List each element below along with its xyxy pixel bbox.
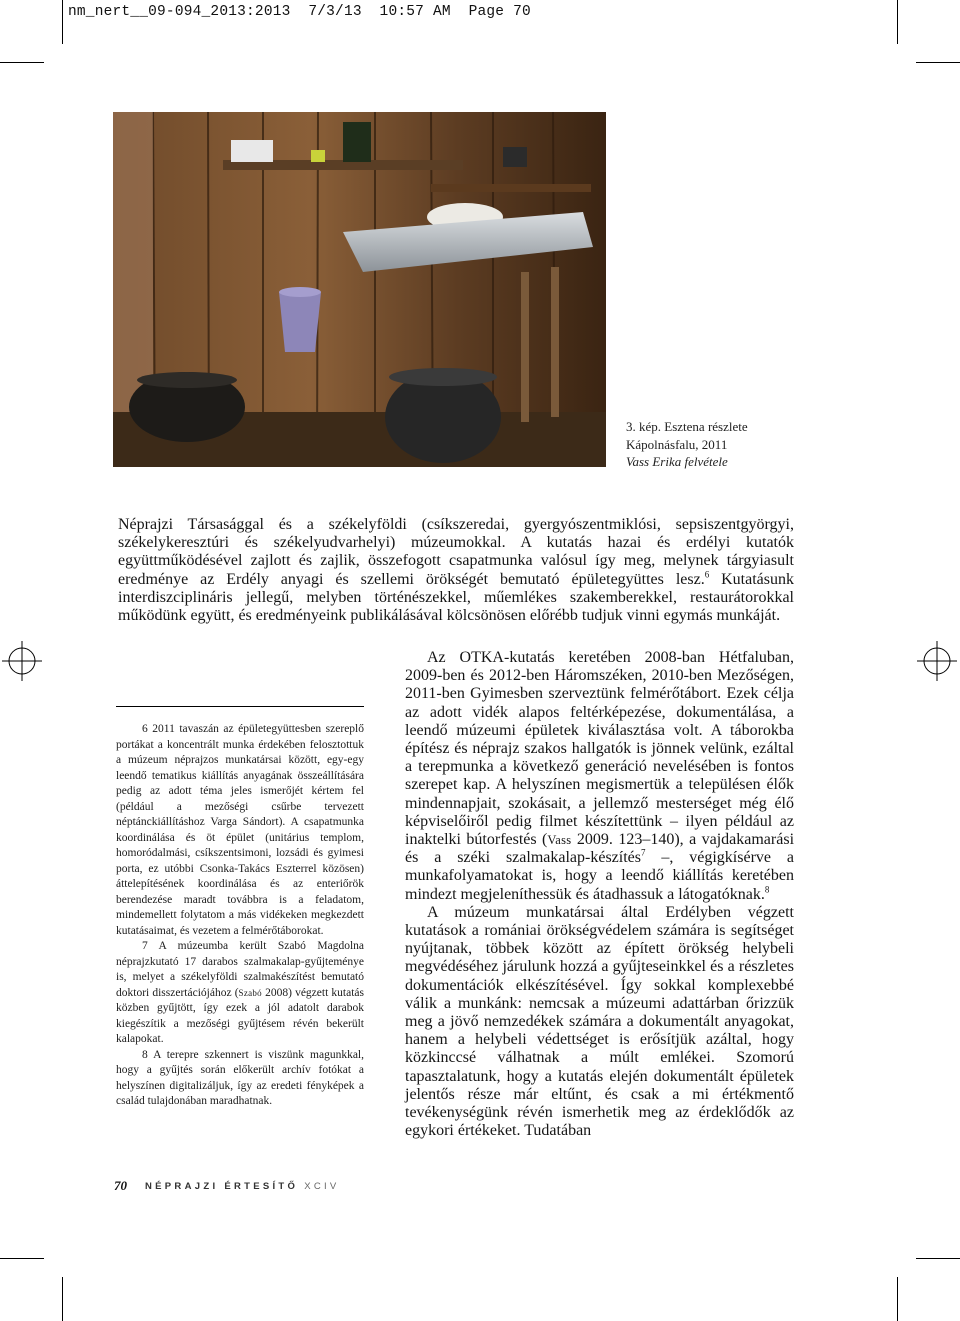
crop-mark xyxy=(897,1277,898,1321)
crop-mark xyxy=(0,1258,44,1259)
caption-title: 3. kép. Esztena részlete xyxy=(626,419,748,434)
intro-text-continued: Kutatásunk interdiszciplináris jellegű, melyben történészekkel, műemlékes szakemberekkel, restaurátorokkal működünk együtt, és eredményeink publikálásával kölcsönösen előrébb tudjuk vinni egymás munkáját. xyxy=(118,570,795,625)
intro-text: Néprajzi Társasággal és a székelyföldi (csíkszeredai, gyergyószentmiklósi, sepsiszentgyörgyi, székelykeresztúri és székelyudvarhelyi) múzeumokkal. A kutatás hazai és erdélyi kutatók együttműködésével zajlott és zajlik, összefogott csapatmunka valósul így meg, melynek tárgyiasult eredménye az Erdély anyagi és szellemi örökségét bemutató épületegyüttes lesz. xyxy=(118,516,794,588)
footnotes xyxy=(116,722,364,1110)
photo-caption xyxy=(626,418,748,471)
body-column-right xyxy=(405,649,794,1140)
crop-mark xyxy=(916,62,960,63)
caption-place: Kápolnásfalu, 2011 xyxy=(626,436,728,452)
body-paragraph-museum: A múzeum munkatársai által Erdélyben végzett kutatások a romániai örökségvédelem számára is segítséget nyújtanak, többek között az épített örökség helybeli megvédéséhez járulunk hozzá a gyűjteseinkkel és a részletes dokumentációk elkészítésével. Így sokkal komplexebbé válik a munkánk: nemcsak a múzeumi adattárban őrizzük meg a jövő nemzedékek számára a dokumentált anyagokat, hanem a helybeli védettséget is erősítjük azáltal, hogy közkinccsé válhatnak a múlt emlékei. Szomorú tapasztalatunk, hogy a kutatás elején dokumentált épületek jelentős része már eltűnt, és csak a mi értékmentő tevékenységünk révén ismerhetik meg az érdeklődők az egykori értékeket. Tudatában xyxy=(405,903,794,1140)
crop-mark xyxy=(897,0,898,44)
footnote-rule xyxy=(116,706,364,707)
crop-mark xyxy=(0,62,44,63)
otka-text: Az OTKA-kutatás keretében 2008-ban Hétfaluban, 2009-ben és 2012-ben Háromszéken, 2010-ben Mezőségen, 2011-ben Gyimesben szerveztünk felmérőtábort. Ezek célja az adott vidék alapos feltérképezése, dokumentálása, a leendő múzeumi épületek kiválasztása volt. A táborokba építész és néprajz szakos hallgatók is jönnek velünk, ezáltal a terepmunka a következő generáció nevelésében is fontos szerepet kap. A helyszínen megismertük a településen élők mindennapjait, szokásait, a jellemző mesterséget még élő képviselőiről pedig filmet készítettünk – ilyen például az inaktelki bútorfestés ( xyxy=(405,649,794,849)
registration-mark-icon xyxy=(2,641,42,681)
crop-mark xyxy=(62,0,63,44)
footnote-ref: 7 xyxy=(641,847,646,858)
page-number: 70 xyxy=(114,1178,127,1193)
running-head xyxy=(145,1181,340,1192)
otka-text-3: –, végigkísérve a munkafolyamatokat is, hogy a leendő kiállítás keretében mindezt megjeleníthessük és átadhassuk a látogatóknak. xyxy=(405,849,794,903)
footnote-ref: 6 xyxy=(704,569,710,580)
caption-credit: Vass Erika felvétele xyxy=(626,454,728,469)
photo-esztena-interior xyxy=(113,112,606,467)
journal-volume: XCIV xyxy=(304,1181,340,1192)
crop-mark xyxy=(62,1277,63,1321)
otka-text-2: 2009. 123–140), a vajdakamarási és a széki szalmakalap-készítés xyxy=(405,831,795,867)
footnote-7-text: 7 A múzeumba került Szabó Magdolna néprajzkutató 17 darabos szalmakalap-gyűjteménye is, melyet a székelyföldi szalmakészítést bemutató doktori disszertációjához ( xyxy=(116,940,364,999)
footnote-6: 6 2011 tavaszán az épületegyüttesben szereplő portákat a koncentrált munka érdekében felosztottuk a múzeum néprajzos munkatársai között, egy-egy leendő tematikus kiállítás anyagának összeállítására pedig az adott téma jeles ismerőjét kértem fel (például a mezőségi csűrbe tervezett néptánckiállításhoz Varga Sándort). A csapatmunka koordinálása és öt épület (unitárius templom, homoródalmási, csíkszentsimoni, lozsádi és gyimesi porta, ez utóbbi Csonka-Takács Eszterrel közösen) áttelepítésének koordinálása és az enteriőrök berendezése maradt továbbra is a feladatom, mindemellett folytatom a más vidékeken megkezdett kutatásaimat, és vezetem a felmérőtáborokat. xyxy=(116,723,364,937)
footnote-ref: 8 xyxy=(764,884,770,895)
print-slug: nm_nert__09-094_2013:2013 7/3/13 10:57 AM Page 70 xyxy=(68,4,531,20)
citation-author: Szabó xyxy=(238,987,262,998)
journal-title: NÉPRAJZI ÉRTESÍTŐ xyxy=(145,1181,299,1192)
registration-mark-icon xyxy=(917,641,957,681)
footnote-7-text-2: 2008) végzett kutatás közben gyűjtött, így ezek a jól adatolt darabok kiegészítik a mezőségi gyűjtésem révén bekerült kalapokat. xyxy=(116,986,364,1045)
body-paragraph-otka xyxy=(405,649,794,904)
footnote-8: 8 A terepre szkennert is viszünk magunkkal, hogy a gyűjtés során előkerült archív fotókat a helyszínen digitalizáljuk, így az eredeti fényképek a család tulajdonában maradhatnak. xyxy=(116,1048,364,1107)
crop-mark xyxy=(916,1258,960,1259)
footnote-7 xyxy=(116,939,364,1048)
citation-author: Vass xyxy=(547,833,572,848)
body-paragraph-intro xyxy=(118,516,794,625)
